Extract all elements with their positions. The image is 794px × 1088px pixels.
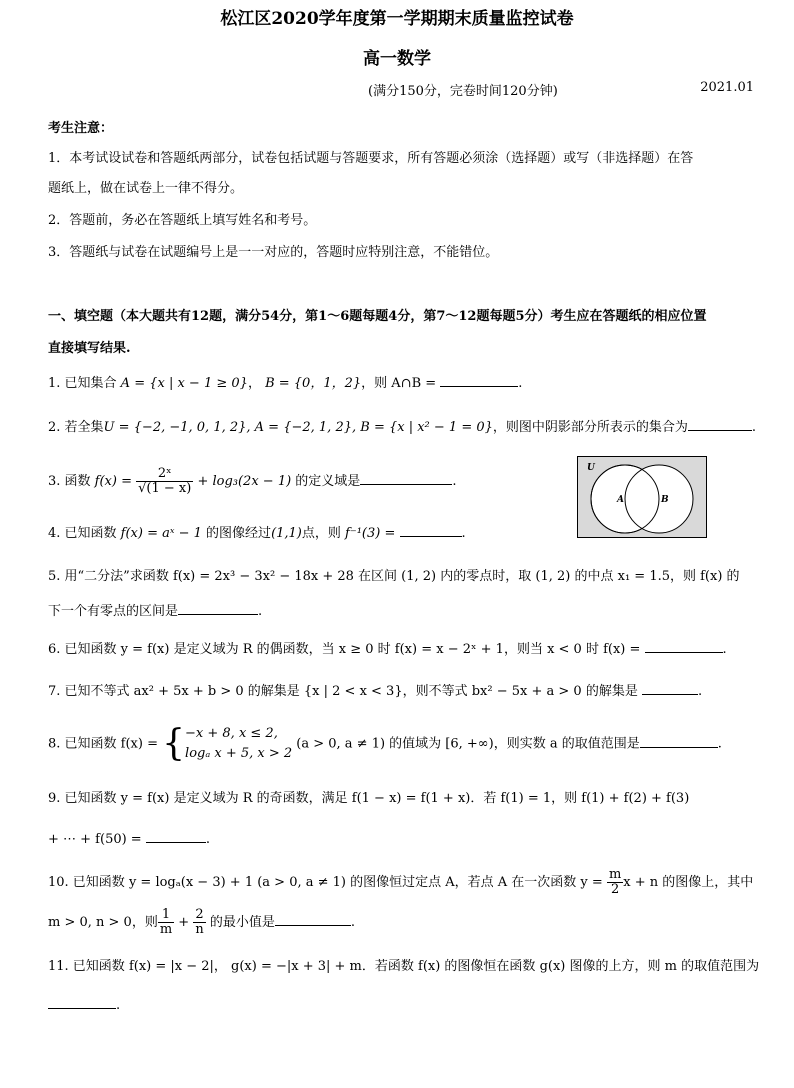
answer-blank[interactable]	[645, 640, 723, 653]
exam-subject: 高一数学	[363, 49, 431, 69]
section-heading-b: 直接填写结果.	[48, 341, 131, 356]
exam-title: 松江区2020学年度第一学期期末质量监控试卷	[220, 9, 574, 29]
fraction: $\frac{2}{n}$	[195, 907, 204, 937]
notice-heading: 考生注意：	[48, 121, 114, 136]
notice-item-2: 2．答题前，务必在答题纸上填写姓名和考号。	[48, 213, 317, 228]
question-7: 7. 已知不等式 ax² + 5x + b > 0 的解集是 {x | 2 < x < 3}，则不等式 bx² − 5x + a > 0 的解集是 .	[48, 684, 703, 699]
question-11a: 11. 已知函数 f(x) = |x − 2|， g(x) = −|x + 3| + m．若函数 f(x) 的图像恒在函数 g(x) 图像的上方，则 m 的取值范围为	[48, 959, 760, 974]
exam-meta: (满分150分，完卷时间120分钟)	[368, 84, 558, 99]
notice-item-1b: 题纸上，做在试卷上一律不得分。	[48, 181, 244, 196]
answer-blank[interactable]	[640, 735, 718, 748]
exam-date: 2021.01	[700, 80, 754, 95]
question-9a: 9. 已知函数 y = f(x) 是定义域为 R 的奇函数，满足 f(1 − x) = f(1 + x)．若 f(1) = 1，则 f(1) + f(2) + f(3)	[48, 791, 690, 806]
answer-blank[interactable]	[688, 418, 752, 431]
question-9b: + ⋯ + f(50) = .	[48, 832, 210, 847]
piecewise-cases: −x + 8, x ≤ 2, logₐ x + 5, x > 2	[185, 726, 293, 761]
question-1: 1. 已知集合 A = {x | x − 1 ≥ 0}， B = {0，1，2}，则 A∩B = .	[48, 376, 523, 391]
answer-blank[interactable]	[360, 472, 452, 485]
answer-blank[interactable]	[178, 602, 258, 615]
answer-blank[interactable]	[146, 830, 206, 843]
question-10a: 10. 已知函数 y = logₐ(x − 3) + 1 (a > 0, a ≠ 1) 的图像恒过定点 A，若点 A 在一次函数 y = $\frac{m}{2}$ x + n 的图像上，其中	[48, 867, 754, 897]
answer-blank[interactable]	[400, 524, 462, 537]
question-6: 6. 已知函数 y = f(x) 是定义域为 R 的偶函数，当 x ≥ 0 时 f(x) = x − 2ˣ + 1，则当 x < 0 时 f(x) = .	[48, 642, 727, 657]
section-heading-a: 一、填空题（本大题共有12题，满分54分，第1～6题每题4分，第7～12题每题5分）考生应在答题纸的相应位置	[48, 309, 707, 324]
answer-blank[interactable]	[440, 374, 518, 387]
question-2: 2. 若全集U = {−2, −1, 0, 1, 2}, A = {−2, 1, 2}, B = {x | x² − 1 = 0}，则图中阴影部分所表示的集合为 .	[48, 420, 757, 435]
answer-blank[interactable]	[48, 996, 116, 1009]
answer-blank[interactable]	[275, 913, 351, 926]
question-5b: 下一个有零点的区间是 .	[48, 604, 263, 619]
label-a: A	[617, 495, 624, 505]
fraction: $\frac{1}{m}$	[159, 907, 173, 937]
question-5a: 5. 用“二分法”求函数 f(x) = 2x³ − 3x² − 18x + 28 在区间 (1, 2) 内的零点时，取 (1, 2) 的中点 x₁ = 1.5，则 f(x) 的	[48, 569, 740, 584]
fraction: $\frac{\text{2ˣ}}{√(1 - x)}$	[138, 466, 192, 496]
question-8: 8. 已知函数 f(x) = { −x + 8, x ≤ 2, logₐ x + 5, x > 2 (a > 0, a ≠ 1) 的值域为 [6, +∞)，则实数 a 的取值范围是 .	[48, 723, 722, 764]
label-b: B	[661, 495, 669, 505]
question-3: 3. 函数 f(x) = $\frac{\text{2ˣ}}{√(1 - x)}$ + log₃(2x − 1) 的定义域是 .	[48, 466, 457, 496]
question-11b: .	[48, 996, 760, 1015]
label-u: U	[587, 463, 595, 473]
fraction: $\frac{m}{2}$	[608, 867, 622, 897]
question-10b: m > 0, n > 0，则 $\frac{1}{m}$ + $\frac{2}{n}$ 的最小值是 .	[48, 907, 355, 937]
notice-item-3: 3．答题纸与试卷在试题编号上是一一对应的，答题时应特别注意，不能错位。	[48, 245, 499, 260]
answer-blank[interactable]	[642, 682, 698, 695]
question-4: 4. 已知函数 f(x) = aˣ − 1 的图像经过(1,1)点，则 f⁻¹(3) = .	[48, 526, 466, 541]
notice-item-1a: 1．本考试设试卷和答题纸两部分，试卷包括试题与答题要求，所有答题必须涂（选择题）或写（非选择题）在答	[48, 151, 694, 166]
